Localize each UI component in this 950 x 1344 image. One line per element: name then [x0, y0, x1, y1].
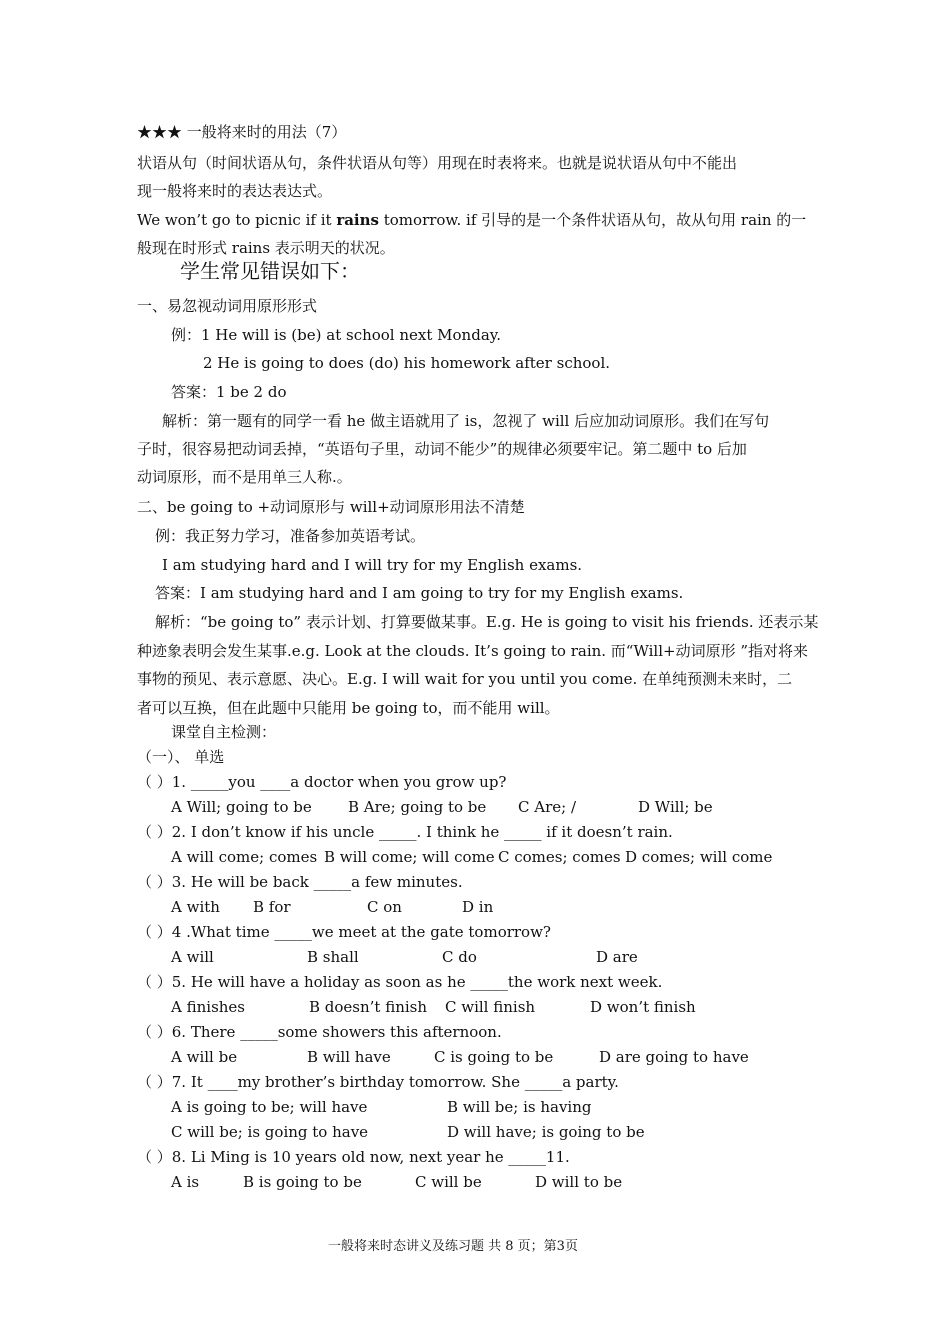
question-option: C do [442, 948, 477, 966]
page-footer: 一般将来时态讲义及练习题 共 8 页；第3页 [328, 1239, 578, 1254]
example-line-2: 般现在时形式 rains 表示明天的状况。 [137, 239, 395, 257]
question-option: C will be [415, 1173, 482, 1191]
question-option: B Are; going to be [348, 798, 487, 816]
question-option: C will be; is going to have [171, 1123, 369, 1141]
error1-analysis-2: 子时，很容易把动词丢掉，“英语句子里，动词不能少”的规律必须要牢记。第二题中 to 后加 [137, 440, 747, 458]
quiz-subheading: （一）、 单选 [137, 748, 225, 766]
quiz-heading: 课堂自主检测： [171, 723, 277, 741]
question-stem: （ ）4 .What time _____we meet at the gate tomorrow? [137, 923, 551, 941]
errors-heading: 学生常见错误如下： [180, 259, 360, 283]
example-line [137, 210, 806, 230]
question-option: D comes; will come [625, 848, 773, 866]
question-option: C on [367, 898, 402, 916]
question-option: C comes; comes [498, 848, 621, 866]
error1-title: 一、易忽视动词用原形形式 [137, 297, 318, 315]
question-option: B will come; will come [324, 848, 495, 866]
error2-analysis-1: 解析：“be going to” 表示计划、打算要做某事。E.g. He is going to visit his friends. 还表示某 [155, 613, 819, 631]
error2-title: 二、be going to +动词原形与 will+动词原形用法不清楚 [137, 498, 525, 516]
question-stem: （ ）3. He will be back _____a few minutes. [137, 873, 463, 891]
question-stem: （ ）2. I don’t know if his uncle _____. I think he _____ if it doesn’t rain. [137, 823, 673, 841]
error1-analysis-3: 动词原形，而不是用单三人称.。 [137, 468, 352, 486]
error1-example-1: 例：1 He will is (be) at school next Monday. [171, 326, 502, 344]
question-option: C Are; / [518, 798, 577, 816]
error1-answer: 答案：1 be 2 do [171, 383, 287, 401]
error2-analysis-2: 种迹象表明会发生某事.e.g. Look at the clouds. It’s going to rain. 而“Will+动词原形 ”指对将来 [137, 642, 809, 660]
question-option: D will have; is going to be [447, 1123, 645, 1141]
question-option: B for [253, 898, 291, 916]
question-stem: （ ）1. _____you ____a doctor when you grow up? [137, 773, 507, 791]
error2-example: 例：我正努力学习，准备参加英语考试。 [155, 527, 426, 545]
question-option: A Will; going to be [171, 798, 312, 816]
section-title [137, 122, 346, 142]
question-option: A will come; comes [171, 848, 318, 866]
question-option: C will finish [445, 998, 536, 1016]
question-option: C is going to be [434, 1048, 554, 1066]
error1-analysis-1: 解析：第一题有的同学一看 he 做主语就用了 is，忽视了 will 后应加动词原形。我们在写句 [162, 412, 770, 430]
question-option: D Will; be [638, 798, 713, 816]
error2-wrong-sentence: I am studying hard and I will try for my English exams. [162, 556, 583, 574]
section-title-text: ★★★ 一般将来时的用法（7） [137, 123, 347, 141]
question-option: B doesn’t finish [309, 998, 428, 1016]
example-text-pre: We won’t go to picnic if it [137, 211, 337, 229]
question-option: D are [596, 948, 638, 966]
question-option: A will be [171, 1048, 238, 1066]
question-stem: （ ）6. There _____some showers this afternoon. [137, 1023, 502, 1041]
question-stem: （ ）5. He will have a holiday as soon as he _____the work next week. [137, 973, 663, 991]
example-text-post: tomorrow. if 引导的是一个条件状语从句，故从句用 rain 的一 [378, 211, 807, 229]
question-option: B will be; is having [447, 1098, 592, 1116]
question-stem: （ ）8. Li Ming is 10 years old now, next year he _____11. [137, 1148, 570, 1166]
question-option: B is going to be [243, 1173, 362, 1191]
question-option: D in [462, 898, 494, 916]
question-stem: （ ）7. It ____my brother’s birthday tomorrow. She _____a party. [137, 1073, 619, 1091]
error2-analysis-3: 事物的预见、表示意愿、决心。E.g. I will wait for you until you come. 在单纯预测未来时，二 [137, 670, 793, 688]
example-text-bold: rains [336, 211, 379, 229]
error1-example-2: 2 He is going to does (do) his homework after school. [203, 354, 611, 372]
rule-line-1: 状语从句（时间状语从句，条件状语从句等）用现在时表将来。也就是说状语从句中不能出 [137, 154, 738, 172]
question-option: B will have [307, 1048, 391, 1066]
question-option: D are going to have [599, 1048, 749, 1066]
question-option: D won’t finish [590, 998, 696, 1016]
question-option: A is [171, 1173, 200, 1191]
error2-answer: 答案：I am studying hard and I am going to try for my English exams. [155, 584, 684, 602]
question-option: A with [171, 898, 220, 916]
question-option: B shall [307, 948, 359, 966]
question-option: A finishes [171, 998, 245, 1016]
error2-analysis-4: 者可以互换，但在此题中只能用 be going to，而不能用 will。 [137, 699, 560, 717]
rule-line-2: 现一般将来时的表达表达式。 [137, 182, 333, 200]
question-option: D will to be [535, 1173, 623, 1191]
question-option: A is going to be; will have [171, 1098, 368, 1116]
question-option: A will [171, 948, 214, 966]
